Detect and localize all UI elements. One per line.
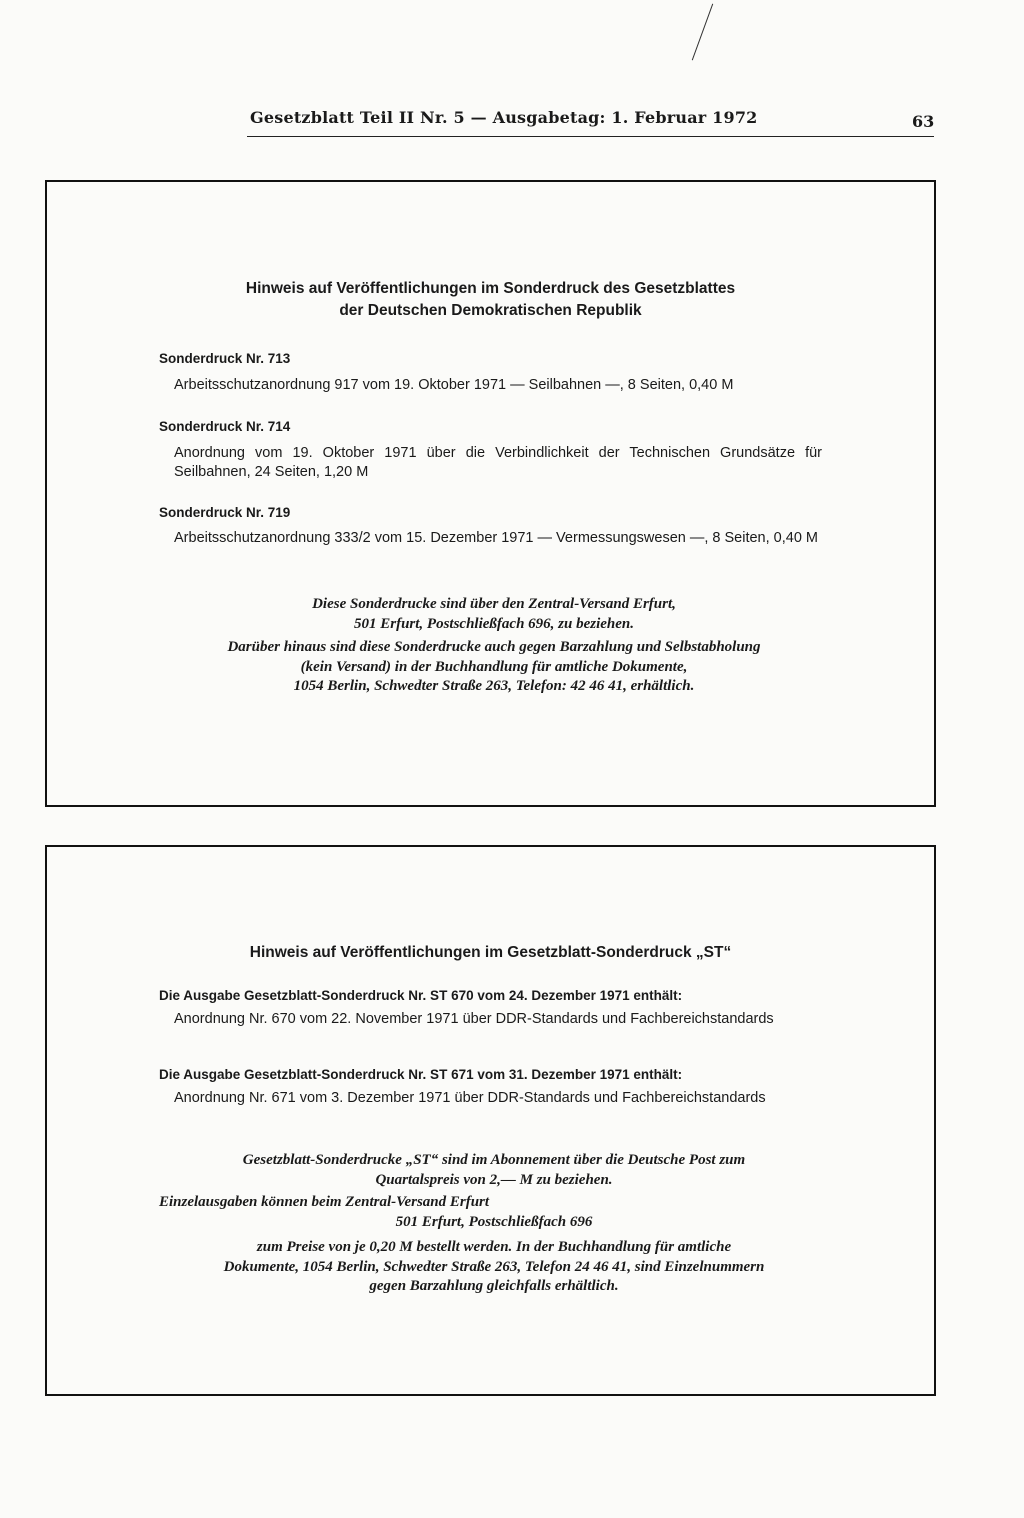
subscription-note (159, 1151, 829, 1297)
note-line: 501 Erfurt, Postschließfach 696, zu beziehen. (353, 615, 635, 632)
running-title: Gesetzblatt Teil II Nr. 5 — Ausgabetag: 1. Februar 1972 (250, 108, 758, 127)
header-rule (247, 136, 934, 137)
distribution-note (159, 595, 829, 697)
note-line: Gesetzblatt-Sonderdrucke „ST“ sind im Abonnement über die Deutsche Post zum (242, 1152, 746, 1168)
notice-box-sonderdruck (45, 180, 936, 807)
note-line: Diese Sonderdrucke sind über den Zentral-Versand Erfurt, (312, 596, 676, 612)
section-title: Die Ausgabe Gesetzblatt-Sonderdruck Nr. ST 670 vom 24. Dezember 1971 enthält: (159, 988, 683, 1003)
box1-title-line1: Hinweis auf Veröffentlichungen im Sonderdruck des Gesetzblattes (245, 280, 736, 297)
box1-title-line2: der Deutschen Demokratischen Republik (339, 302, 642, 319)
section-title: Sonderdruck Nr. 713 (159, 351, 291, 366)
section-body: Arbeitsschutzanordnung 333/2 vom 15. Dezember 1971 — Vermessungswesen —, 8 Seiten, 0,40 M (174, 530, 818, 546)
box2-title: Hinweis auf Veröffentlichungen im Gesetzblatt-Sonderdruck „ST“ (249, 944, 732, 961)
section-title: Sonderdruck Nr. 719 (159, 505, 291, 520)
note-line: Darüber hinaus sind diese Sonderdrucke auch gegen Barzahlung und Selbstabholung (227, 639, 761, 655)
note-line: (kein Versand) in der Buchhandlung für amtliche Dokumente, (300, 658, 688, 675)
note-line: Einzelausgaben können beim Zentral-Versand Erfurt (159, 1194, 490, 1210)
note-line: zum Preise von je 0,20 M bestellt werden. In der Buchhandlung für amtliche (256, 1239, 732, 1255)
note-line: gegen Barzahlung gleichfalls erhältlich. (369, 1278, 619, 1294)
note-line: Quartalspreis von 2,— M zu beziehen. (375, 1171, 613, 1188)
page-number: 63 (912, 112, 935, 131)
section-body: Anordnung Nr. 670 vom 22. November 1971 über DDR-Standards und Fachbereichstandards (174, 1011, 774, 1027)
notice-box-st (45, 845, 936, 1396)
note-line: Dokumente, 1054 Berlin, Schwedter Straße 263, Telefon 24 46 41, sind Einzelnummern (223, 1258, 765, 1275)
section-body: Anordnung vom 19. Oktober 1971 über die Verbindlichkeit der Technischen Grundsätze für Seilbahnen, 24 Seiten, 1,20 M (174, 445, 822, 480)
note-line: 501 Erfurt, Postschließfach 696 (395, 1213, 593, 1230)
pencil-mark (692, 4, 713, 61)
section-title: Sonderdruck Nr. 714 (159, 419, 291, 434)
section-title: Die Ausgabe Gesetzblatt-Sonderdruck Nr. ST 671 vom 31. Dezember 1971 enthält: (159, 1067, 683, 1082)
section-body: Arbeitsschutzanordnung 917 vom 19. Oktober 1971 — Seilbahnen —, 8 Seiten, 0,40 M (174, 377, 734, 393)
note-line: 1054 Berlin, Schwedter Straße 263, Telefon: 42 46 41, erhältlich. (293, 678, 695, 694)
box1-title (47, 278, 934, 322)
section-body: Anordnung Nr. 671 vom 3. Dezember 1971 über DDR-Standards und Fachbereichstandards (174, 1090, 766, 1106)
